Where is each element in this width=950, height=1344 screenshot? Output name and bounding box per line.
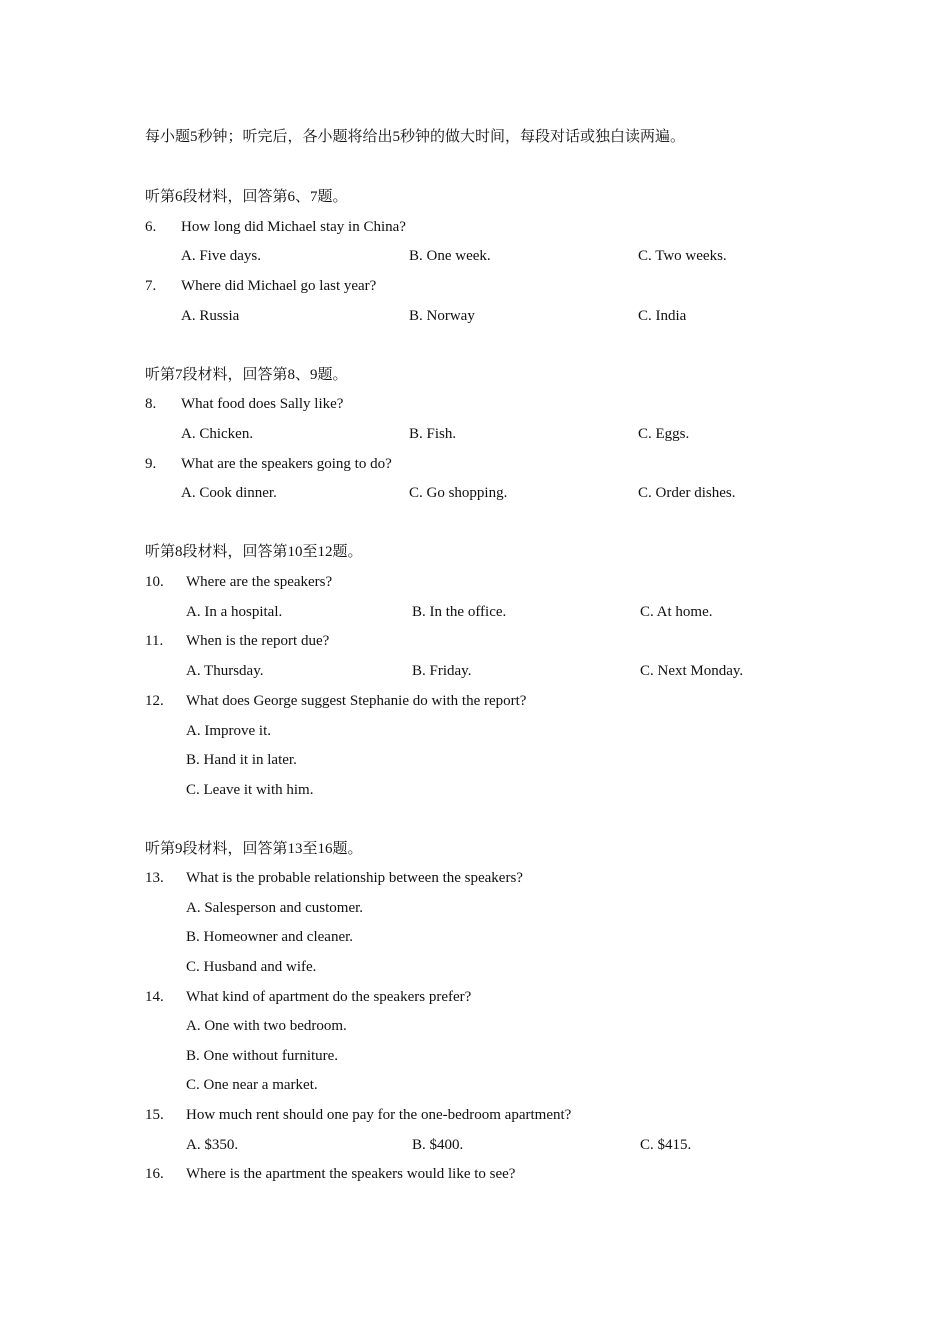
option-a: A. Russia [181,308,240,324]
option-c: C. $415. [640,1137,692,1153]
question-number: 11. [145,633,164,649]
option-a: A. Improve it. [186,723,271,739]
option-b: B. Fish. [409,426,457,442]
section-header: 听第8段材料，回答第10至12题。 [145,544,363,560]
option-a: A. In a hospital. [186,604,283,620]
option-c: C. Husband and wife. [186,959,317,975]
option-b: B. Friday. [412,663,472,679]
option-a: A. Cook dinner. [181,485,277,501]
question-text: How long did Michael stay in China? [181,219,406,235]
option-a: A. One with two bedroom. [186,1018,347,1034]
option-c: C. Eggs. [638,426,690,442]
question-text: Where did Michael go last year? [181,278,377,294]
question-text: When is the report due? [186,633,330,649]
section-header: 听第6段材料，回答第6、7题。 [145,189,348,205]
option-a: A. Thursday. [186,663,264,679]
question-number: 7. [145,278,157,294]
option-b: B. In the office. [412,604,507,620]
question-number: 16. [145,1166,164,1182]
question-text: Where is the apartment the speakers would like to see? [186,1166,516,1182]
question-number: 8. [145,396,157,412]
option-b: B. One week. [409,248,491,264]
instructions-text: 每小题5秒钟；听完后，各小题将给出5秒钟的做大时间，每段对话或独白读两遍。 [145,129,686,145]
option-b: B. $400. [412,1137,464,1153]
option-a: A. Salesperson and customer. [186,900,364,916]
question-number: 9. [145,456,157,472]
option-b: B. Hand it in later. [186,752,297,768]
question-text: What does George suggest Stephanie do with the report? [186,693,527,709]
question-text: What are the speakers going to do? [181,456,392,472]
option-c: C. One near a market. [186,1077,318,1093]
option-c: C. Next Monday. [640,663,744,679]
option-b: C. Go shopping. [409,485,508,501]
option-b: B. One without furniture. [186,1048,339,1064]
option-c: C. At home. [640,604,713,620]
question-number: 15. [145,1107,164,1123]
question-number: 12. [145,693,164,709]
question-text: What is the probable relationship between the speakers? [186,870,523,886]
option-a: A. $350. [186,1137,239,1153]
question-text: What kind of apartment do the speakers prefer? [186,989,472,1005]
question-text: Where are the speakers? [186,574,333,590]
option-b: B. Norway [409,308,475,324]
option-a: A. Chicken. [181,426,254,442]
option-a: A. Five days. [181,248,261,264]
option-c: C. Two weeks. [638,248,727,264]
question-number: 6. [145,219,157,235]
section-header: 听第7段材料，回答第8、9题。 [145,367,348,383]
question-number: 10. [145,574,164,590]
question-number: 13. [145,870,164,886]
option-c: C. Leave it with him. [186,782,314,798]
option-c: C. Order dishes. [638,485,736,501]
option-b: B. Homeowner and cleaner. [186,929,354,945]
question-text: What food does Sally like? [181,396,344,412]
question-text: How much rent should one pay for the one-bedroom apartment? [186,1107,572,1123]
question-number: 14. [145,989,164,1005]
option-c: C. India [638,308,687,324]
section-header: 听第9段材料，回答第13至16题。 [145,841,363,857]
